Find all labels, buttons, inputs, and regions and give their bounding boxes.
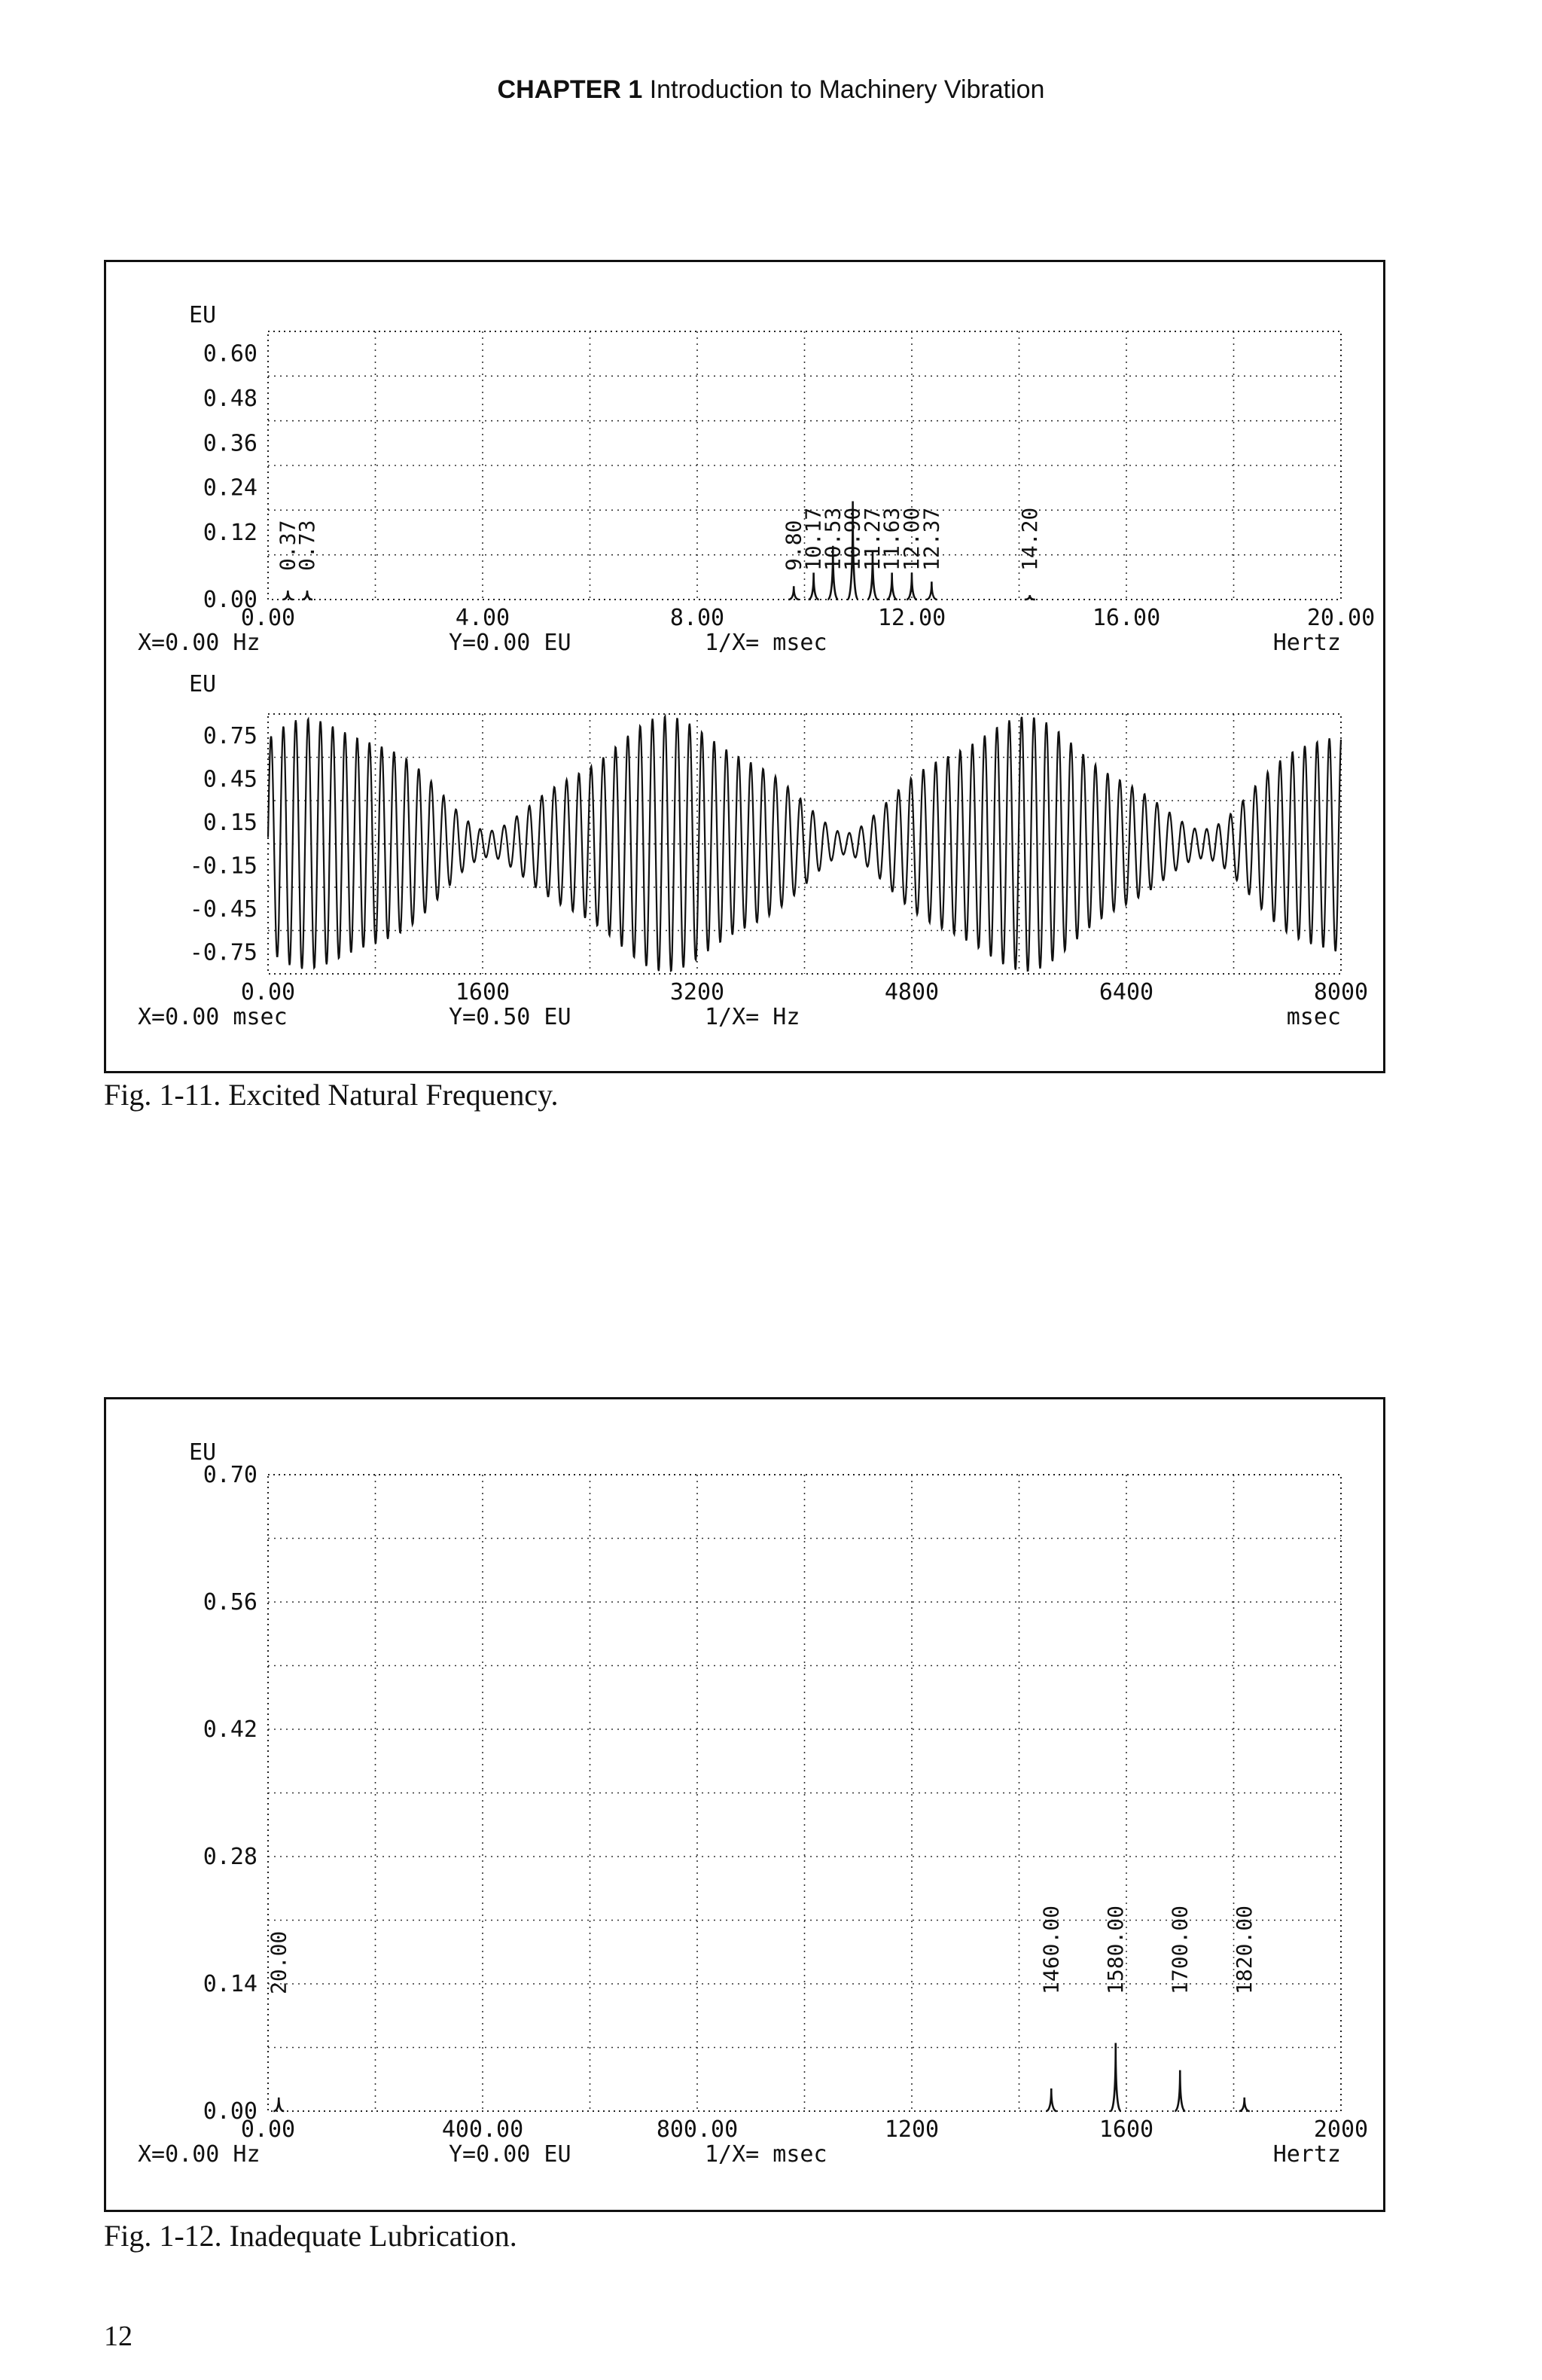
x-tick-label: 0.00: [240, 979, 296, 1005]
spectrum-panel: [138, 302, 1375, 656]
x-tick-label: 0.00: [240, 2116, 296, 2143]
spectrum-peaks: [275, 501, 1041, 600]
x-tick-label: 12.00: [877, 605, 946, 631]
y-tick-label: 0.28: [203, 1844, 258, 1870]
spectrum-peak: [282, 590, 293, 600]
lube-x-ticks: [241, 2116, 1368, 2143]
peak-label: 1700.00: [1167, 1905, 1193, 1994]
x-tick-label: 16.00: [1092, 605, 1161, 631]
spectrum-x-ticks: [241, 605, 1375, 631]
y-tick-label: 0.70: [203, 1462, 258, 1488]
peak-label: 1580.00: [1102, 1905, 1128, 1994]
spectrum-peak: [788, 586, 799, 600]
x-tick-label: 3200: [669, 979, 725, 1005]
waveform-y-unit: EU: [189, 671, 217, 697]
peak-label: 12.00: [899, 507, 924, 571]
waveform-panel: [138, 671, 1368, 1030]
peak-label: 11.63: [879, 507, 904, 571]
x-tick-label: 20.00: [1306, 605, 1376, 631]
spectrum-peak: [907, 572, 917, 600]
lube-status-inv: 1/X= msec: [705, 2141, 827, 2168]
figure-1-12-svg: [106, 1399, 1383, 2210]
spectrum-peak: [1046, 2089, 1056, 2111]
x-tick-label: 0.00: [240, 605, 296, 631]
spectrum-peak: [1025, 595, 1035, 600]
x-tick-label: 8.00: [669, 605, 725, 631]
waveform-status-x: X=0.00 msec: [138, 1004, 288, 1030]
y-tick-label: 0.12: [203, 520, 258, 546]
waveform-status-y: Y=0.50 EU: [449, 1004, 571, 1030]
figure-1-12-caption: Fig. 1-12. Inadequate Lubrication.: [104, 2219, 517, 2253]
peak-label: 1460.00: [1038, 1905, 1064, 1994]
y-tick-label: 0.00: [203, 2098, 258, 2125]
y-tick-label: 0.45: [203, 766, 258, 793]
x-tick-label: 1600: [1099, 2116, 1154, 2143]
y-tick-label: -0.15: [189, 853, 258, 880]
x-tick-label: 4800: [884, 979, 940, 1005]
peak-label: 20.00: [266, 1930, 291, 1994]
peak-label: 10.90: [840, 507, 865, 571]
y-tick-label: 0.75: [203, 722, 258, 749]
lube-grid: [268, 1475, 1341, 2111]
lube-y-unit: EU: [189, 1439, 217, 1466]
waveform-x-ticks: [241, 979, 1368, 1005]
y-tick-label: 0.14: [203, 1971, 258, 1997]
lube-x-unit: Hertz: [1272, 2141, 1341, 2168]
y-tick-label: 0.60: [203, 340, 258, 368]
spectrum-peak: [1239, 2098, 1250, 2111]
x-tick-label: 8000: [1313, 979, 1369, 1005]
y-tick-label: 0.15: [203, 809, 258, 836]
x-tick-label: 400.00: [441, 2116, 524, 2143]
lube-peaks: [266, 1906, 1257, 2111]
spectrum-peak: [1111, 2043, 1121, 2111]
y-tick-label: 0.24: [203, 474, 258, 502]
figure-1-11-caption: Fig. 1-11. Excited Natural Frequency.: [104, 1078, 559, 1112]
chapter-number: CHAPTER 1: [497, 75, 643, 104]
peak-label: 0.37: [275, 520, 300, 571]
spectrum-y-ticks: [203, 341, 258, 613]
spectrum-status-inv: 1/X= msec: [705, 630, 827, 656]
x-tick-label: 1200: [884, 2116, 940, 2143]
peak-label: 10.17: [800, 507, 826, 571]
y-tick-label: -0.45: [189, 896, 258, 923]
x-tick-label: 6400: [1099, 979, 1154, 1005]
figure-1-12-frame: [104, 1397, 1385, 2212]
figure-1-11-svg: [106, 262, 1383, 1071]
lube-status-x: X=0.00 Hz: [138, 2141, 261, 2168]
x-tick-label: 1600: [455, 979, 510, 1005]
peak-label: 1820.00: [1231, 1905, 1257, 1994]
spectrum-y-unit: EU: [189, 302, 217, 328]
page-number: 12: [104, 2320, 133, 2352]
peak-label: 11.27: [859, 507, 885, 571]
spectrum-peak: [1175, 2070, 1185, 2111]
running-header: [0, 75, 1542, 105]
spectrum-status-y: Y=0.00 EU: [449, 630, 571, 656]
lube-y-ticks: [203, 1462, 258, 2125]
x-tick-label: 4.00: [455, 605, 510, 631]
spectrum-peak: [302, 590, 312, 600]
figure-1-11-frame: [104, 260, 1385, 1073]
peak-label: 9.80: [781, 520, 806, 571]
y-tick-label: 0.00: [203, 587, 258, 613]
x-tick-label: 2000: [1313, 2116, 1369, 2143]
waveform-y-ticks: [190, 723, 258, 966]
spectrum-peak: [887, 572, 897, 600]
waveform-x-unit: msec: [1286, 1004, 1341, 1030]
x-tick-label: 800.00: [656, 2116, 739, 2143]
y-tick-label: 0.36: [203, 430, 258, 457]
lubrication-spectrum-panel: [138, 1439, 1368, 2168]
spectrum-x-unit: Hertz: [1272, 630, 1341, 656]
y-tick-label: 0.42: [203, 1716, 258, 1743]
waveform-status-inv: 1/X= Hz: [705, 1004, 800, 1030]
peak-label: 10.53: [820, 507, 846, 571]
y-tick-label: -0.75: [189, 939, 258, 966]
y-tick-label: 0.48: [203, 386, 258, 412]
peak-label: 12.37: [919, 507, 944, 571]
spectrum-peak: [273, 2098, 284, 2111]
lube-status-y: Y=0.00 EU: [449, 2141, 571, 2168]
peak-label: 14.20: [1016, 507, 1042, 571]
spectrum-peak: [809, 572, 819, 600]
chapter-title: Introduction to Machinery Vibration: [649, 75, 1045, 104]
spectrum-status-x: X=0.00 Hz: [138, 630, 261, 656]
waveform-grid: [268, 714, 1341, 974]
peak-label: 0.73: [294, 520, 320, 571]
y-tick-label: 0.56: [203, 1589, 258, 1616]
spectrum-peak: [926, 581, 937, 600]
